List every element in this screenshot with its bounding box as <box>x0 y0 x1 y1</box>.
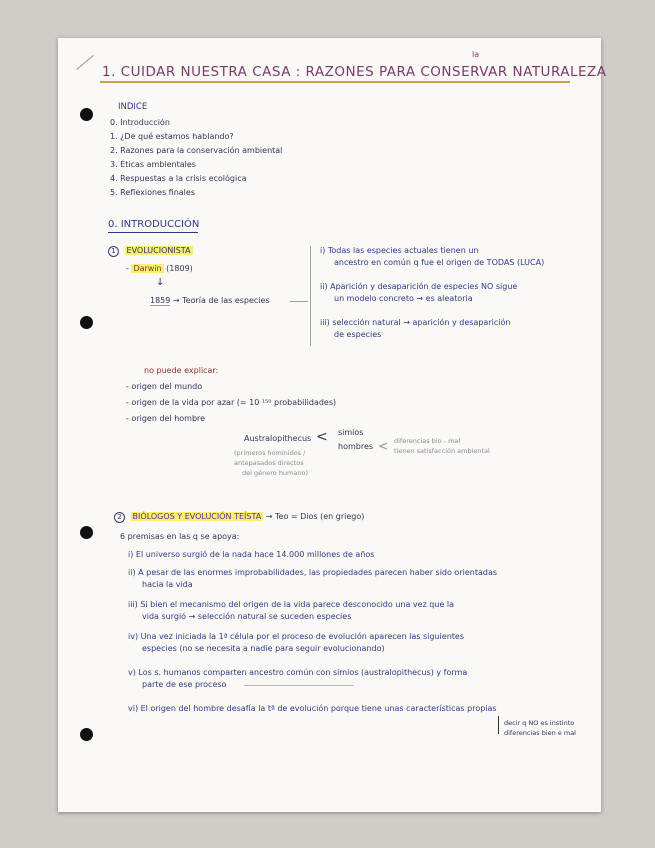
section-number: 2 <box>114 512 125 523</box>
australopithecus-label: Australopithecus <box>244 434 312 443</box>
branch-mark: < <box>378 439 389 453</box>
teista-teo: → Teo = Dios (en griego) <box>265 512 365 521</box>
teista-label: BIÓLOGOS Y EVOLUCIÓN TEÍSTA <box>132 512 262 521</box>
teoria-text: → Teoría de las especies <box>172 296 270 305</box>
pen-mark <box>76 55 93 70</box>
no-explica-item: - origen de la vida por azar (= 10 ¹⁵⁰ probabilidades) <box>126 398 337 407</box>
premisa-item: vida surgió → selección natural se suceden especies <box>142 612 352 621</box>
evolucionista-line <box>108 246 193 257</box>
simios-label: simios <box>338 428 364 437</box>
premisa-item: hacia la vida <box>142 580 193 589</box>
point-text: ancestro en común q fue el origen de TODAS (LUCA) <box>334 258 545 267</box>
point-text: un modelo concreto → es aleatoria <box>334 294 473 303</box>
point-text: de especies <box>334 330 382 339</box>
premisa-item: vi) El origen del hombre desafía la tª de evolución porque tiene unas características propias <box>128 704 497 713</box>
index-heading: INDICE <box>118 102 148 112</box>
page-title: 1. CUIDAR NUESTRA CASA : RAZONES PARA CONSERVAR NATURALEZA <box>102 64 607 80</box>
premisa-item: ii) A pesar de las enormes improbabilidades, las propiedades parecen haber sido orientadas <box>128 568 498 577</box>
side-note: diferencias bien e mal <box>504 729 576 737</box>
bracket <box>310 246 311 346</box>
section-number: 1 <box>108 246 119 257</box>
corner-mark: la <box>472 50 480 59</box>
hombres-note: diferencias bio - mal <box>394 437 461 445</box>
hombres-label: hombres <box>338 442 374 451</box>
hombres-note: tienen satisfacción ambiental <box>394 447 490 455</box>
side-note: decir q NO es instinto <box>504 719 575 727</box>
binder-hole <box>80 728 93 741</box>
arrow-down: ↓ <box>156 277 165 288</box>
darwin-name: Darwin <box>133 264 162 273</box>
premisa-item: i) El universo surgió de la nada hace 14.000 millones de años <box>128 550 375 559</box>
australo-note: (primeros homínidos / <box>234 449 306 457</box>
no-explica-item: - origen del mundo <box>126 382 203 391</box>
point-text: iii) selección natural → aparición y desaparición <box>320 318 511 327</box>
index-item: 5. Reflexiones finales <box>110 188 195 197</box>
premisas-label: 6 premisas en las q se apoya: <box>120 532 240 541</box>
title-underline <box>100 81 570 83</box>
connector <box>290 301 308 302</box>
binder-hole <box>80 526 93 539</box>
side-bracket <box>498 716 499 734</box>
branch-mark: < <box>316 429 328 445</box>
notebook-page <box>58 38 607 812</box>
year-1859: 1859 <box>150 296 171 305</box>
premisa-item: iii) Si bien el mecanismo del origen de la vida parece desconocido una vez que la <box>128 600 455 609</box>
binder-hole <box>80 108 93 121</box>
index-item: 4. Respuestas a la crisis ecológica <box>110 174 247 183</box>
point-text: i) Todas las especies actuales tienen un <box>320 246 479 255</box>
intro-heading: 0. INTRODUCCIÓN <box>108 219 200 230</box>
australo-note: del género humano) <box>242 469 308 477</box>
premisa-item: parte de ese proceso <box>142 680 227 689</box>
index-item: 2. Razones para la conservación ambiental <box>110 146 283 155</box>
no-explica-label: no puede explicar: <box>144 366 219 375</box>
australo-note: antepasados directos <box>234 459 304 467</box>
hand-line <box>244 685 354 686</box>
darwin-line: - Darwin (1809) <box>126 264 193 273</box>
no-explica-item: - origen del hombre <box>126 414 206 423</box>
binder-hole <box>80 316 93 329</box>
premisa-item: iv) Una vez iniciada la 1ª célula por el proceso de evolución aparecen las siguientes <box>128 632 464 641</box>
darwin-year: (1809) <box>166 264 193 273</box>
teoria-line <box>150 296 270 306</box>
teista-line <box>114 512 364 523</box>
premisa-item: especies (no se necesita a nadie para seguir evolucionando) <box>142 644 385 653</box>
intro-heading-underline <box>108 232 198 233</box>
index-item: 1. ¿De qué estamos hablando? <box>110 132 234 141</box>
index-item: 3. Éticas ambientales <box>110 160 196 169</box>
premisa-item: v) Los s. humanos comparten ancestro común con simios (australopithecus) y forma <box>128 668 468 677</box>
index-item: 0. Introducción <box>110 118 170 127</box>
point-text: ii) Aparición y desaparición de especies NO sigue <box>320 282 518 291</box>
evolucionista-label: EVOLUCIONISTA <box>126 246 191 255</box>
